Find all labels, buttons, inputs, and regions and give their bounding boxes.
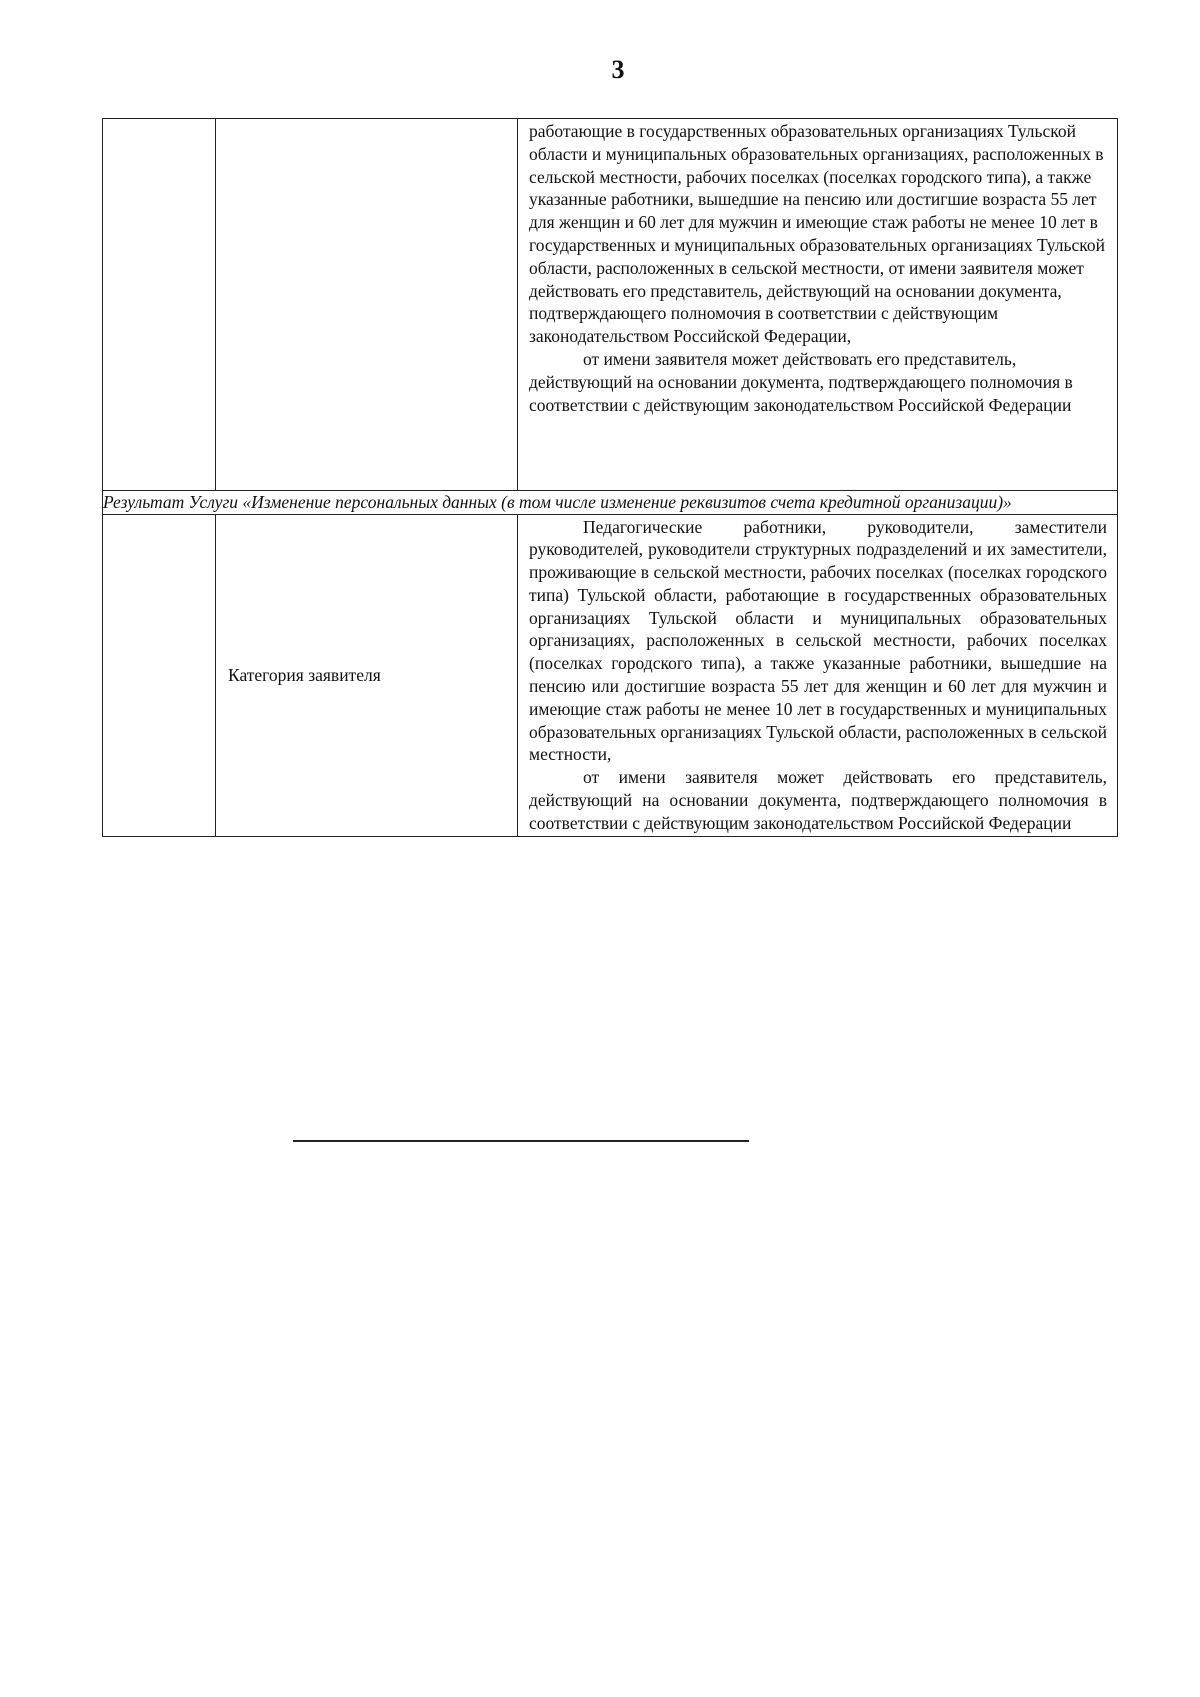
table-cell-description <box>518 119 1118 491</box>
table-cell-empty <box>103 119 216 491</box>
representative-paragraph: от имени заявителя может действовать его представитель, действующий на основании документа, подтверждающего полномочия в соответствии с действующим законодательством Российской Федерации <box>529 767 1107 833</box>
table-row <box>103 514 1118 836</box>
table-row-result <box>103 491 1118 515</box>
applicant-table <box>102 118 1118 837</box>
service-result-heading: Результат Услуги «Изменение персональных данных (в том числе изменение реквизитов счета кредитной организации)» <box>103 491 1118 515</box>
end-of-document-rule <box>293 1140 749 1142</box>
table-cell-description <box>518 514 1118 836</box>
description-paragraph: работающие в государственных образовательных организациях Тульской области и муниципальных образовательных организациях, расположенных в сельской местности, рабочих поселках (поселках городского типа), а также указанные работники, вышедшие на пенсию или достигшие возраста 55 лет для женщин и 60 лет для мужчин и имеющие стаж работы не менее 10 лет в государственных и муниципальных образовательных организациях Тульской области, расположенных в сельской местности, от имени заявителя может действовать его представитель, действующий на основании документа, подтверждающего полномочия в соответствии с действующим законодательством Российской Федерации, <box>529 121 1105 347</box>
description-paragraph: Педагогические работники, руководители, заместители руководителей, руководители структурных подразделений и их заместители, проживающие в сельской местности, рабочих поселках (поселках городского типа) Тульской области, работающие в государственных образовательных организациях Тульской области и муниципальных образовательных организациях, расположенных в сельской местности, рабочих поселках (поселках городского типа), а также указанные работники, вышедшие на пенсию или достигшие возраста 55 лет для женщин и 60 лет для мужчин и имеющие стаж работы не менее 10 лет в государственных и муниципальных образовательных организациях Тульской области, расположенных в сельской местности, <box>529 516 1107 765</box>
applicant-category-label: Категория заявителя <box>216 514 518 836</box>
table-cell-empty <box>103 514 216 836</box>
page-number: 3 <box>611 55 625 84</box>
representative-paragraph: от имени заявителя может действовать его представитель, действующий на основании документа, подтверждающего полномочия в соответствии с действующим законодательством Российской Федерации <box>529 348 1073 415</box>
table-row <box>103 119 1118 491</box>
table-cell-empty <box>216 119 518 491</box>
